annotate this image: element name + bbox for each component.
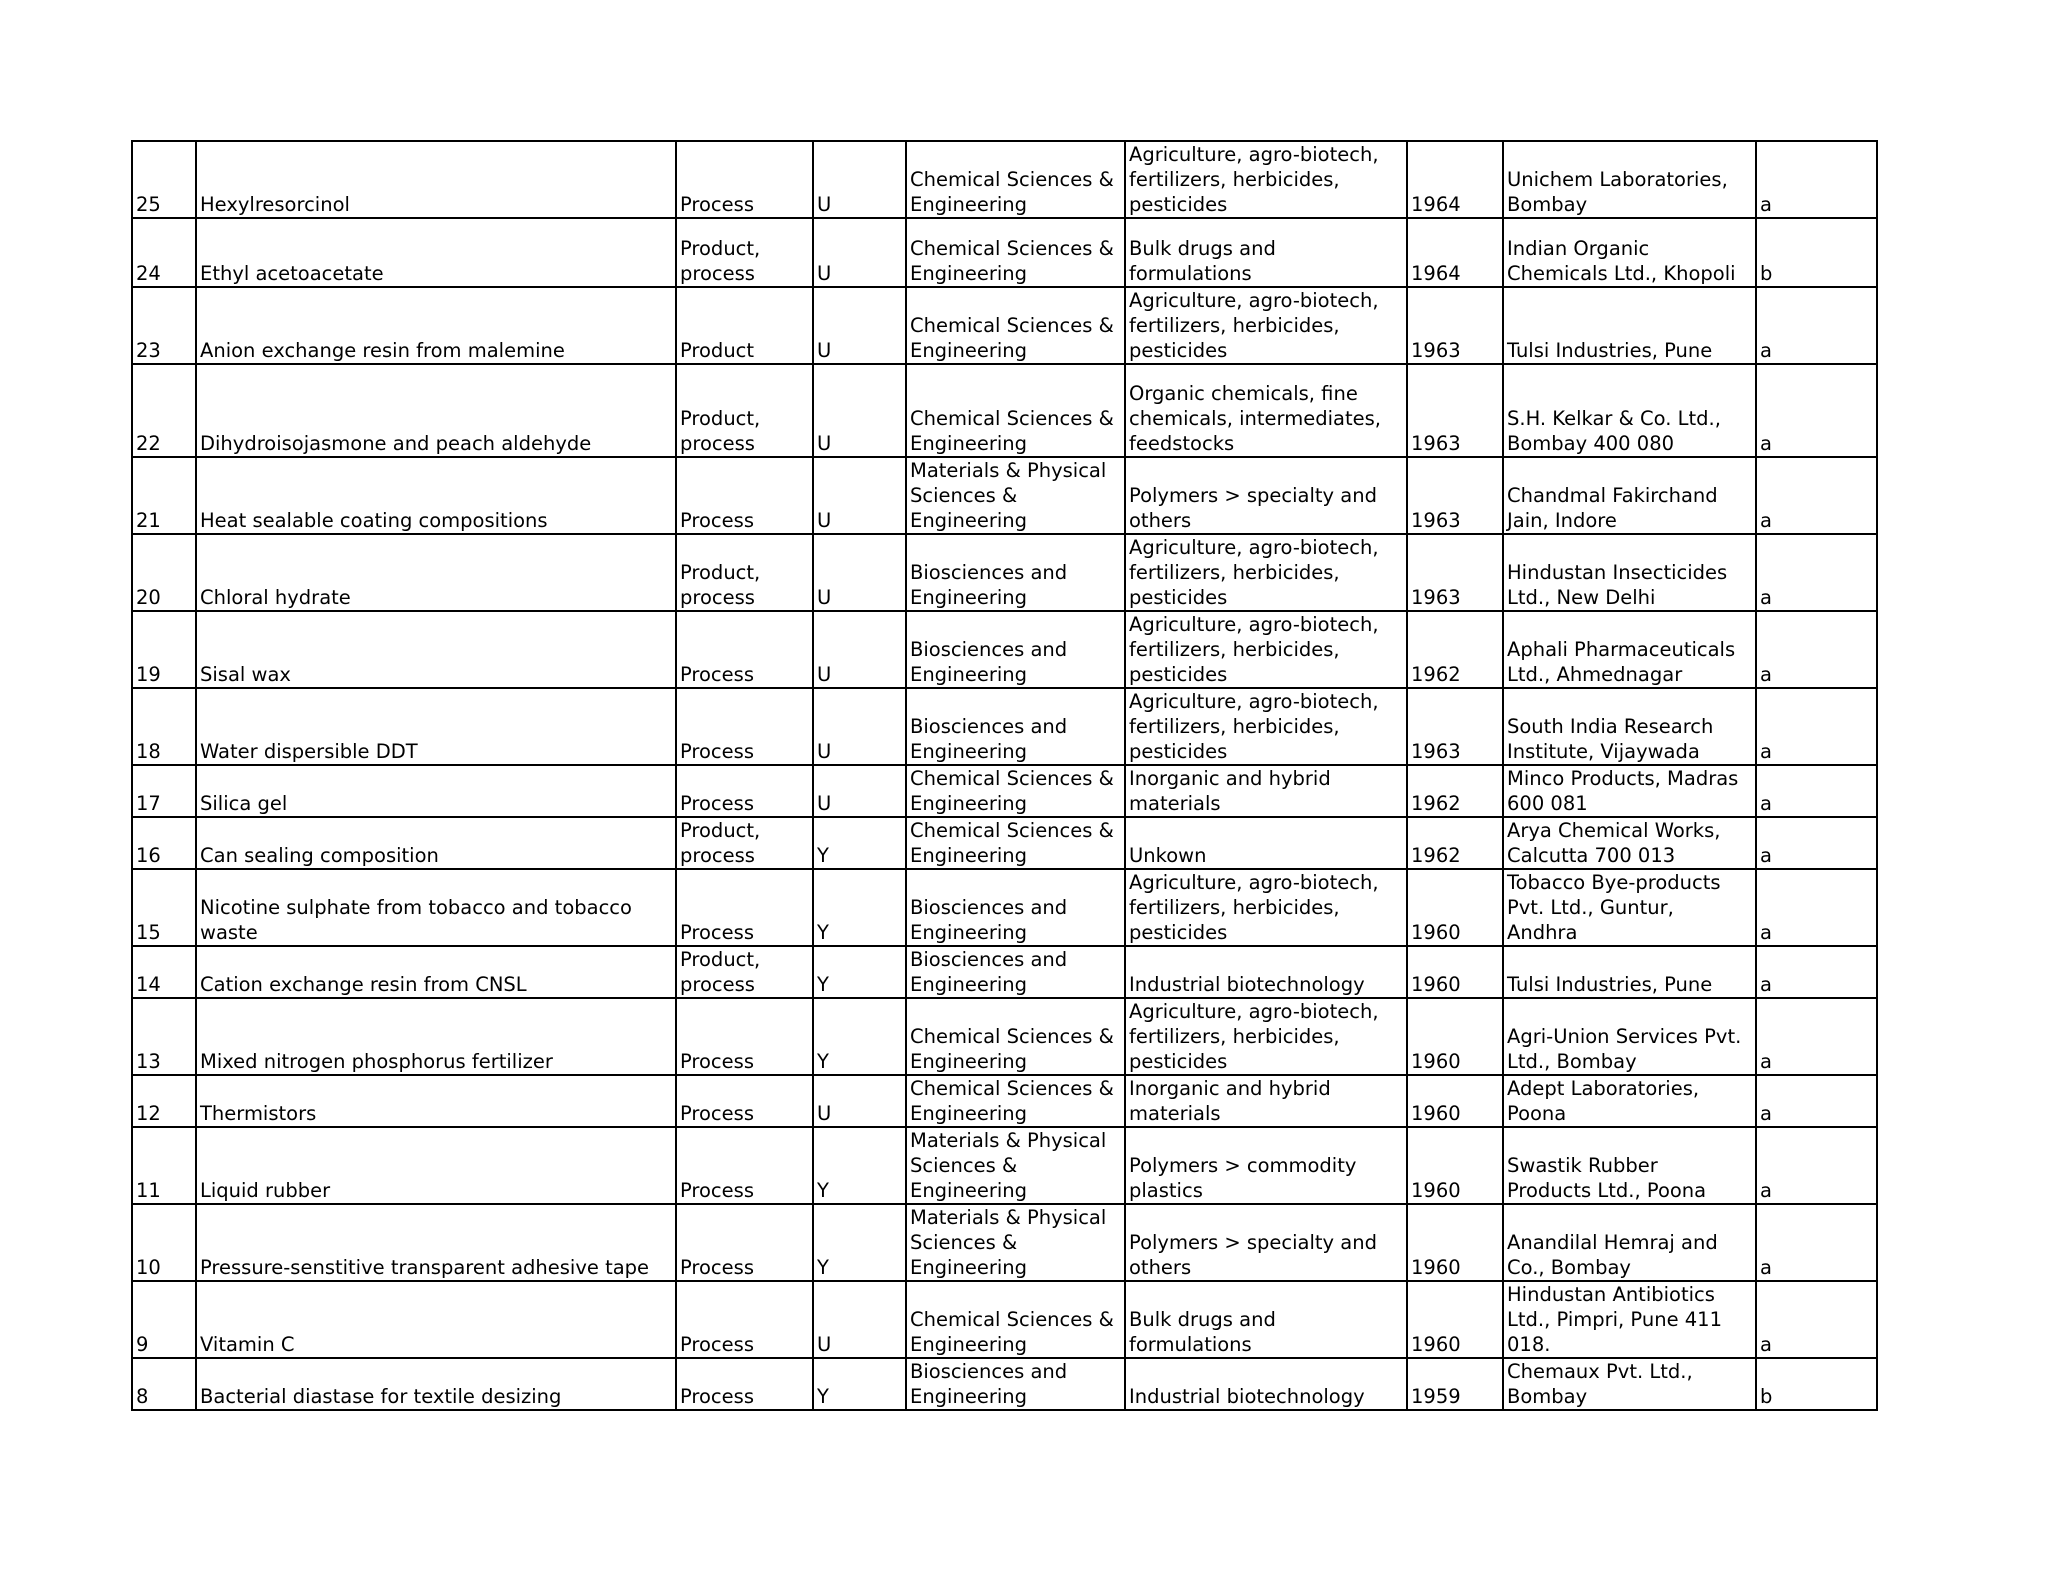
cell-status: Y: [813, 1127, 906, 1204]
cell-serial-no: 25: [132, 141, 196, 218]
cell-division: Biosciences and Engineering: [906, 611, 1125, 688]
table-row: [132, 1127, 1877, 1204]
cell-year: 1964: [1407, 218, 1503, 287]
cell-technology: Water dispersible DDT: [196, 688, 676, 765]
cell-licensee: Arya Chemical Works, Calcutta 700 013: [1503, 817, 1756, 869]
table-body: [132, 141, 1877, 1410]
cell-grade: a: [1756, 1075, 1877, 1127]
cell-year: 1962: [1407, 611, 1503, 688]
cell-grade: a: [1756, 534, 1877, 611]
cell-type: Product: [676, 287, 813, 364]
cell-division: Chemical Sciences & Engineering: [906, 765, 1125, 817]
cell-year: 1963: [1407, 364, 1503, 457]
cell-technology: Bacterial diastase for textile desizing: [196, 1358, 676, 1410]
cell-year: 1963: [1407, 457, 1503, 534]
cell-status: U: [813, 218, 906, 287]
cell-licensee: S.H. Kelkar & Co. Ltd., Bombay 400 080: [1503, 364, 1756, 457]
cell-licensee: Tulsi Industries, Pune: [1503, 287, 1756, 364]
cell-technology: Cation exchange resin from CNSL: [196, 946, 676, 998]
cell-serial-no: 12: [132, 1075, 196, 1127]
cell-status: U: [813, 141, 906, 218]
cell-status: Y: [813, 817, 906, 869]
table-row: [132, 534, 1877, 611]
cell-type: Process: [676, 1204, 813, 1281]
cell-division: Materials & Physical Sciences & Engineering: [906, 457, 1125, 534]
cell-division: Chemical Sciences & Engineering: [906, 998, 1125, 1075]
cell-division: Biosciences and Engineering: [906, 534, 1125, 611]
cell-division: Chemical Sciences & Engineering: [906, 218, 1125, 287]
cell-grade: a: [1756, 287, 1877, 364]
cell-division: Chemical Sciences & Engineering: [906, 287, 1125, 364]
table-row: [132, 218, 1877, 287]
cell-grade: a: [1756, 765, 1877, 817]
cell-status: Y: [813, 1204, 906, 1281]
cell-technology: Pressure-senstitive transparent adhesive tape: [196, 1204, 676, 1281]
cell-status: Y: [813, 869, 906, 946]
table-row: [132, 364, 1877, 457]
cell-sector: Polymers > commodity plastics: [1125, 1127, 1407, 1204]
cell-division: Chemical Sciences & Engineering: [906, 364, 1125, 457]
cell-serial-no: 24: [132, 218, 196, 287]
cell-type: Process: [676, 611, 813, 688]
cell-type: Process: [676, 869, 813, 946]
cell-type: Process: [676, 141, 813, 218]
cell-sector: Agriculture, agro-biotech, fertilizers, herbicides, pesticides: [1125, 534, 1407, 611]
cell-status: U: [813, 1281, 906, 1358]
cell-type: Product, process: [676, 364, 813, 457]
cell-serial-no: 13: [132, 998, 196, 1075]
cell-division: Biosciences and Engineering: [906, 688, 1125, 765]
table-row: [132, 998, 1877, 1075]
cell-serial-no: 17: [132, 765, 196, 817]
table-row: [132, 946, 1877, 998]
cell-division: Chemical Sciences & Engineering: [906, 1075, 1125, 1127]
table-row: [132, 765, 1877, 817]
table-row: [132, 1204, 1877, 1281]
cell-sector: Bulk drugs and formulations: [1125, 1281, 1407, 1358]
cell-licensee: Hindustan Insecticides Ltd., New Delhi: [1503, 534, 1756, 611]
cell-licensee: Chemaux Pvt. Ltd., Bombay: [1503, 1358, 1756, 1410]
cell-type: Process: [676, 1281, 813, 1358]
cell-technology: Thermistors: [196, 1075, 676, 1127]
cell-status: U: [813, 1075, 906, 1127]
cell-sector: Agriculture, agro-biotech, fertilizers, herbicides, pesticides: [1125, 869, 1407, 946]
cell-technology: Anion exchange resin from malemine: [196, 287, 676, 364]
cell-type: Product, process: [676, 218, 813, 287]
technology-transfer-table: [131, 140, 1878, 1411]
cell-serial-no: 11: [132, 1127, 196, 1204]
cell-type: Process: [676, 688, 813, 765]
cell-status: U: [813, 688, 906, 765]
table-row: [132, 457, 1877, 534]
cell-serial-no: 22: [132, 364, 196, 457]
cell-sector: Polymers > specialty and others: [1125, 1204, 1407, 1281]
cell-technology: Dihydroisojasmone and peach aldehyde: [196, 364, 676, 457]
cell-grade: a: [1756, 869, 1877, 946]
cell-sector: Agriculture, agro-biotech, fertilizers, herbicides, pesticides: [1125, 141, 1407, 218]
cell-serial-no: 14: [132, 946, 196, 998]
table-row: [132, 817, 1877, 869]
cell-technology: Chloral hydrate: [196, 534, 676, 611]
cell-technology: Can sealing composition: [196, 817, 676, 869]
cell-year: 1960: [1407, 869, 1503, 946]
cell-year: 1960: [1407, 1204, 1503, 1281]
cell-type: Process: [676, 998, 813, 1075]
cell-division: Chemical Sciences & Engineering: [906, 817, 1125, 869]
cell-licensee: Minco Products, Madras 600 081: [1503, 765, 1756, 817]
cell-technology: Sisal wax: [196, 611, 676, 688]
cell-licensee: South India Research Institute, Vijaywada: [1503, 688, 1756, 765]
cell-grade: a: [1756, 998, 1877, 1075]
table-row: [132, 688, 1877, 765]
cell-year: 1959: [1407, 1358, 1503, 1410]
cell-licensee: Tobacco Bye-products Pvt. Ltd., Guntur, Andhra: [1503, 869, 1756, 946]
cell-grade: a: [1756, 611, 1877, 688]
cell-year: 1964: [1407, 141, 1503, 218]
cell-sector: Unkown: [1125, 817, 1407, 869]
cell-sector: Inorganic and hybrid materials: [1125, 765, 1407, 817]
cell-sector: Polymers > specialty and others: [1125, 457, 1407, 534]
cell-licensee: Anandilal Hemraj and Co., Bombay: [1503, 1204, 1756, 1281]
cell-serial-no: 9: [132, 1281, 196, 1358]
cell-technology: Nicotine sulphate from tobacco and tobacco waste: [196, 869, 676, 946]
cell-division: Materials & Physical Sciences & Engineering: [906, 1204, 1125, 1281]
cell-sector: Agriculture, agro-biotech, fertilizers, herbicides, pesticides: [1125, 688, 1407, 765]
cell-year: 1962: [1407, 817, 1503, 869]
table-row: [132, 287, 1877, 364]
cell-technology: Ethyl acetoacetate: [196, 218, 676, 287]
cell-status: Y: [813, 1358, 906, 1410]
cell-type: Process: [676, 1127, 813, 1204]
cell-division: Biosciences and Engineering: [906, 869, 1125, 946]
cell-sector: Inorganic and hybrid materials: [1125, 1075, 1407, 1127]
cell-licensee: Unichem Laboratories, Bombay: [1503, 141, 1756, 218]
cell-licensee: Agri-Union Services Pvt. Ltd., Bombay: [1503, 998, 1756, 1075]
cell-type: Process: [676, 1075, 813, 1127]
table-row: [132, 611, 1877, 688]
cell-grade: a: [1756, 688, 1877, 765]
cell-sector: Industrial biotechnology: [1125, 1358, 1407, 1410]
cell-licensee: Swastik Rubber Products Ltd., Poona: [1503, 1127, 1756, 1204]
cell-type: Process: [676, 457, 813, 534]
cell-year: 1960: [1407, 946, 1503, 998]
cell-sector: Agriculture, agro-biotech, fertilizers, herbicides, pesticides: [1125, 998, 1407, 1075]
cell-sector: Agriculture, agro-biotech, fertilizers, herbicides, pesticides: [1125, 611, 1407, 688]
cell-year: 1960: [1407, 998, 1503, 1075]
cell-status: U: [813, 765, 906, 817]
cell-technology: Heat sealable coating compositions: [196, 457, 676, 534]
cell-serial-no: 21: [132, 457, 196, 534]
cell-type: Process: [676, 765, 813, 817]
cell-serial-no: 16: [132, 817, 196, 869]
table-row: [132, 141, 1877, 218]
cell-status: U: [813, 457, 906, 534]
cell-grade: a: [1756, 1204, 1877, 1281]
cell-division: Materials & Physical Sciences & Engineering: [906, 1127, 1125, 1204]
cell-year: 1963: [1407, 688, 1503, 765]
cell-division: Chemical Sciences & Engineering: [906, 1281, 1125, 1358]
cell-grade: a: [1756, 817, 1877, 869]
cell-type: Product, process: [676, 534, 813, 611]
cell-division: Biosciences and Engineering: [906, 946, 1125, 998]
cell-grade: b: [1756, 218, 1877, 287]
cell-technology: Silica gel: [196, 765, 676, 817]
table-row: [132, 869, 1877, 946]
cell-type: Product, process: [676, 817, 813, 869]
cell-year: 1963: [1407, 287, 1503, 364]
cell-sector: Agriculture, agro-biotech, fertilizers, herbicides, pesticides: [1125, 287, 1407, 364]
cell-serial-no: 18: [132, 688, 196, 765]
cell-licensee: Aphali Pharmaceuticals Ltd., Ahmednagar: [1503, 611, 1756, 688]
cell-technology: Mixed nitrogen phosphorus fertilizer: [196, 998, 676, 1075]
cell-status: Y: [813, 998, 906, 1075]
cell-year: 1960: [1407, 1075, 1503, 1127]
cell-division: Chemical Sciences & Engineering: [906, 141, 1125, 218]
cell-status: U: [813, 534, 906, 611]
cell-technology: Hexylresorcinol: [196, 141, 676, 218]
cell-licensee: Adept Laboratories, Poona: [1503, 1075, 1756, 1127]
cell-licensee: Chandmal Fakirchand Jain, Indore: [1503, 457, 1756, 534]
cell-serial-no: 19: [132, 611, 196, 688]
cell-serial-no: 23: [132, 287, 196, 364]
cell-sector: Industrial biotechnology: [1125, 946, 1407, 998]
cell-division: Biosciences and Engineering: [906, 1358, 1125, 1410]
cell-licensee: Hindustan Antibiotics Ltd., Pimpri, Pune 411 018.: [1503, 1281, 1756, 1358]
cell-sector: Bulk drugs and formulations: [1125, 218, 1407, 287]
cell-status: U: [813, 364, 906, 457]
cell-serial-no: 10: [132, 1204, 196, 1281]
cell-sector: Organic chemicals, fine chemicals, intermediates, feedstocks: [1125, 364, 1407, 457]
cell-status: Y: [813, 946, 906, 998]
cell-grade: a: [1756, 1281, 1877, 1358]
cell-grade: a: [1756, 141, 1877, 218]
cell-licensee: Indian Organic Chemicals Ltd., Khopoli: [1503, 218, 1756, 287]
cell-type: Product, process: [676, 946, 813, 998]
cell-type: Process: [676, 1358, 813, 1410]
cell-year: 1963: [1407, 534, 1503, 611]
cell-year: 1960: [1407, 1127, 1503, 1204]
cell-grade: b: [1756, 1358, 1877, 1410]
table-row: [132, 1075, 1877, 1127]
cell-serial-no: 15: [132, 869, 196, 946]
cell-status: U: [813, 287, 906, 364]
cell-grade: a: [1756, 364, 1877, 457]
cell-serial-no: 20: [132, 534, 196, 611]
cell-serial-no: 8: [132, 1358, 196, 1410]
cell-status: U: [813, 611, 906, 688]
cell-year: 1960: [1407, 1281, 1503, 1358]
table-row: [132, 1281, 1877, 1358]
table-row: [132, 1358, 1877, 1410]
cell-technology: Liquid rubber: [196, 1127, 676, 1204]
cell-technology: Vitamin C: [196, 1281, 676, 1358]
cell-grade: a: [1756, 1127, 1877, 1204]
cell-grade: a: [1756, 946, 1877, 998]
cell-licensee: Tulsi Industries, Pune: [1503, 946, 1756, 998]
cell-grade: a: [1756, 457, 1877, 534]
cell-year: 1962: [1407, 765, 1503, 817]
